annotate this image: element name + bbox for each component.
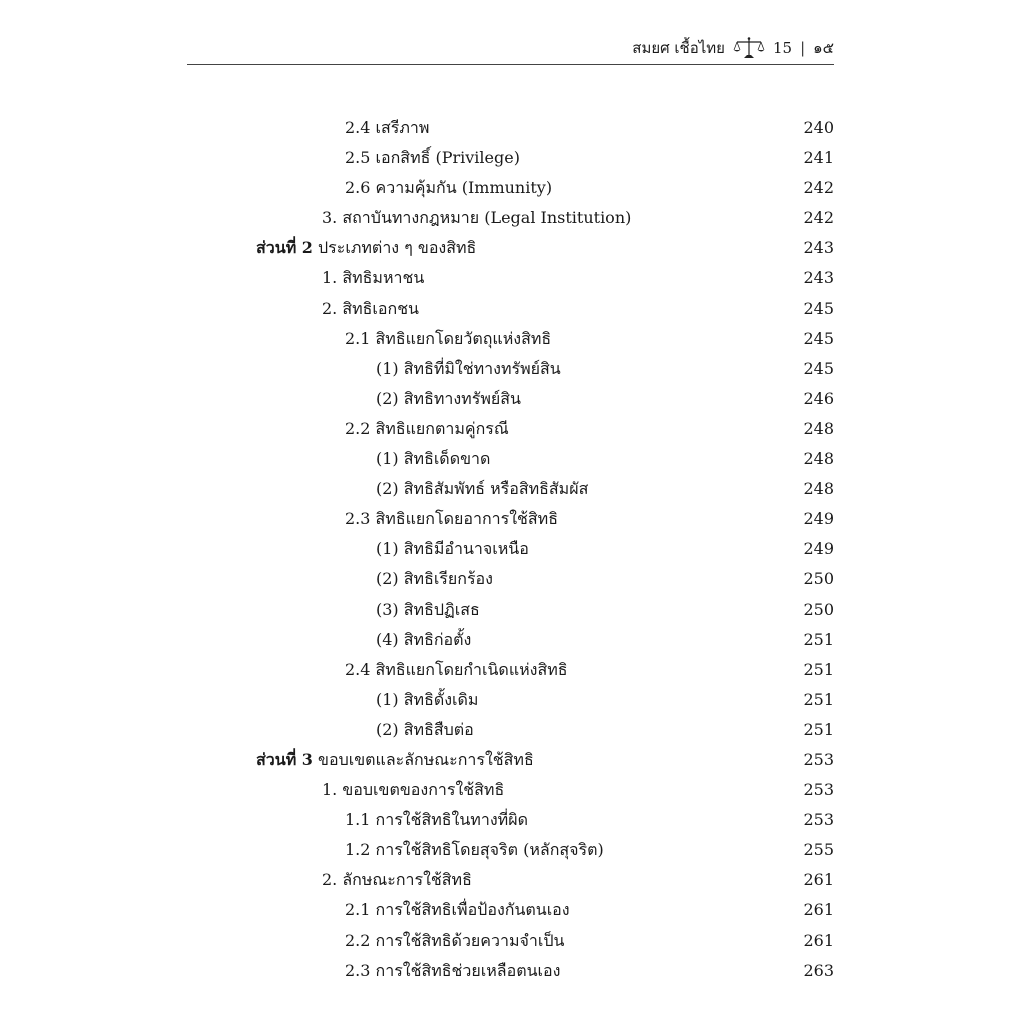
toc-entry-text: 2.3 การใช้สิทธิช่วยเหลือตนเอง <box>345 960 561 980</box>
toc-section-prefix: ส่วนที่ 2 <box>256 238 313 258</box>
toc-entry-label <box>322 865 472 895</box>
toc-entry-label <box>345 143 520 173</box>
toc-entry-text: 1.2 การใช้สิทธิโดยสุจริต (หลักสุจริต) <box>345 840 604 860</box>
toc-entry <box>256 564 834 594</box>
toc-page-number: 249 <box>803 509 834 529</box>
toc-entry <box>256 324 834 354</box>
toc-page-number: 253 <box>803 749 834 769</box>
toc-page-number: 248 <box>803 418 834 438</box>
toc-entry-label <box>376 564 493 594</box>
toc-page-number: 253 <box>803 810 834 830</box>
toc-entry-label <box>345 173 552 203</box>
scales-of-justice-icon <box>733 36 765 60</box>
page-header <box>187 32 834 65</box>
toc-entry <box>256 203 834 233</box>
toc-entry <box>256 926 834 956</box>
toc-page-number: 245 <box>803 298 834 318</box>
toc-entry-label <box>345 956 560 986</box>
toc-entry-text: 1. ขอบเขตของการใช้สิทธิ <box>322 780 505 800</box>
toc-entry <box>256 384 834 414</box>
header-page-arabic: 15 <box>772 39 793 57</box>
toc-entry-text: (2) สิทธิเรียกร้อง <box>376 569 493 589</box>
header-page-thai: ๑๕ <box>813 39 834 57</box>
toc-entry <box>256 354 834 384</box>
toc-entry-label <box>345 895 570 925</box>
toc-entry-label <box>345 926 564 956</box>
toc-entry-text: 2.3 สิทธิแยกโดยอาการใช้สิทธิ <box>345 509 558 529</box>
toc-entry-text: 3. สถาบันทางกฎหมาย (Legal Institution) <box>322 208 632 228</box>
toc-entry-text: (4) สิทธิก่อตั้ง <box>376 629 472 649</box>
toc-section-prefix: ส่วนที่ 3 <box>256 749 313 769</box>
toc-entry-text: 2. สิทธิเอกชน <box>322 298 419 318</box>
toc-entry-text: ขอบเขตและลักษณะการใช้สิทธิ <box>312 749 534 769</box>
header-separator: | <box>800 39 806 57</box>
toc-entry <box>256 173 834 203</box>
toc-entry <box>256 805 834 835</box>
header-author: สมยศ เชื้อไทย <box>632 39 725 57</box>
toc-entry-text: (2) สิทธิทางทรัพย์สิน <box>376 388 521 408</box>
toc-entry-label <box>376 474 588 504</box>
toc-entry-text: (2) สิทธิสัมพัทธ์ หรือสิทธิสัมผัส <box>376 479 589 499</box>
toc-entry-label <box>322 203 631 233</box>
toc-entry <box>256 715 834 745</box>
toc-page-number: 253 <box>803 780 834 800</box>
header-right <box>632 36 834 60</box>
toc-entry <box>256 113 834 143</box>
toc-entry <box>256 143 834 173</box>
toc-entry <box>256 444 834 474</box>
toc-page-number: 240 <box>803 118 834 137</box>
toc-page-number: 255 <box>803 840 834 860</box>
toc-entry-text: 2.1 การใช้สิทธิเพื่อป้องกันตนเอง <box>345 900 570 920</box>
toc-entry-label <box>256 233 476 263</box>
toc-entry-label <box>345 655 568 685</box>
toc-page-number: 250 <box>803 569 834 589</box>
toc-entry <box>256 775 834 805</box>
toc-page-number: 242 <box>803 178 834 198</box>
toc-entry-label <box>376 534 529 564</box>
toc-entry-label <box>345 414 509 444</box>
toc-entry-label <box>376 685 478 715</box>
toc-entry-label <box>376 715 474 745</box>
toc-entry-label <box>322 263 424 293</box>
toc-entry <box>256 595 834 625</box>
toc-entry-label <box>345 324 551 354</box>
toc-entry-label <box>376 384 521 414</box>
toc-section-heading <box>256 745 834 775</box>
toc-entry <box>256 865 834 895</box>
toc-page-number: 251 <box>803 659 834 679</box>
toc-entry-label <box>376 625 471 655</box>
toc-entry <box>256 956 834 986</box>
toc-entry-text: (2) สิทธิสืบต่อ <box>376 719 474 739</box>
toc-section-heading <box>256 233 834 263</box>
toc-entry-text: 1. สิทธิมหาชน <box>322 268 425 288</box>
toc-page-number: 251 <box>803 719 834 739</box>
toc-entry-text: (1) สิทธิมีอำนาจเหนือ <box>376 539 529 559</box>
toc-entry-label <box>345 805 528 835</box>
toc-entry-label <box>322 775 504 805</box>
toc-entry <box>256 835 834 865</box>
toc-page-number: 261 <box>803 870 834 890</box>
toc-entry-label <box>322 294 419 324</box>
toc-entry-text: 2.4 สิทธิแยกโดยกำเนิดแห่งสิทธิ <box>345 659 568 679</box>
toc-entry-text: ประเภทต่าง ๆ ของสิทธิ <box>312 238 477 258</box>
toc-entry-label <box>256 745 534 775</box>
toc-entry-text: (3) สิทธิปฏิเสธ <box>376 599 480 619</box>
toc-page-number: 249 <box>803 539 834 559</box>
toc-entry <box>256 655 834 685</box>
toc-page-number: 261 <box>803 930 834 950</box>
toc-page-number: 241 <box>803 148 834 168</box>
toc-entry-text: (1) สิทธิเด็ดขาด <box>376 449 491 469</box>
toc-entry-text: 2.5 เอกสิทธิ์ (Privilege) <box>345 148 520 168</box>
toc-entry-text: (1) สิทธิที่มิใช่ทางทรัพย์สิน <box>376 358 561 378</box>
toc-entry-text: 2.2 สิทธิแยกตามคู่กรณี <box>345 418 509 438</box>
toc-entry <box>256 294 834 324</box>
toc-entry <box>256 414 834 444</box>
toc-page-number: 248 <box>803 479 834 499</box>
toc-entry <box>256 474 834 504</box>
toc-entry-label <box>376 595 480 625</box>
toc-entry-text: 1.1 การใช้สิทธิในทางที่ผิด <box>345 810 528 830</box>
toc-entry-label <box>376 444 490 474</box>
toc-page-number: 251 <box>803 689 834 709</box>
toc-entry-text: 2.6 ความคุ้มกัน (Immunity) <box>345 178 553 198</box>
toc-page-number: 261 <box>803 900 834 920</box>
toc-page-number: 263 <box>803 960 834 980</box>
toc-page-number: 242 <box>803 208 834 228</box>
toc-entry-text: 2. ลักษณะการใช้สิทธิ <box>322 870 472 890</box>
toc-page-number: 245 <box>803 328 834 348</box>
toc-entry-label <box>376 354 561 384</box>
toc-entry-label <box>345 504 558 534</box>
toc-entry <box>256 625 834 655</box>
toc-entry <box>256 895 834 925</box>
toc-page-number: 243 <box>803 268 834 288</box>
toc-entry-text: 2.1 สิทธิแยกโดยวัตถุแห่งสิทธิ <box>345 328 552 348</box>
table-of-contents <box>256 113 834 986</box>
toc-entry-text: 2.4 เสรีภาพ <box>345 118 430 137</box>
toc-page-number: 246 <box>803 388 834 408</box>
toc-page-number: 243 <box>803 238 834 258</box>
toc-entry <box>256 504 834 534</box>
toc-page-number: 248 <box>803 449 834 469</box>
toc-page-number: 250 <box>803 599 834 619</box>
toc-page-number: 245 <box>803 358 834 378</box>
toc-entry-label <box>345 113 429 143</box>
toc-entry-label <box>345 835 604 865</box>
toc-entry <box>256 263 834 293</box>
toc-entry-text: 2.2 การใช้สิทธิด้วยความจำเป็น <box>345 930 565 950</box>
toc-entry-text: (1) สิทธิดั้งเดิม <box>376 689 479 709</box>
toc-page-number: 251 <box>803 629 834 649</box>
toc-entry <box>256 534 834 564</box>
toc-entry <box>256 685 834 715</box>
